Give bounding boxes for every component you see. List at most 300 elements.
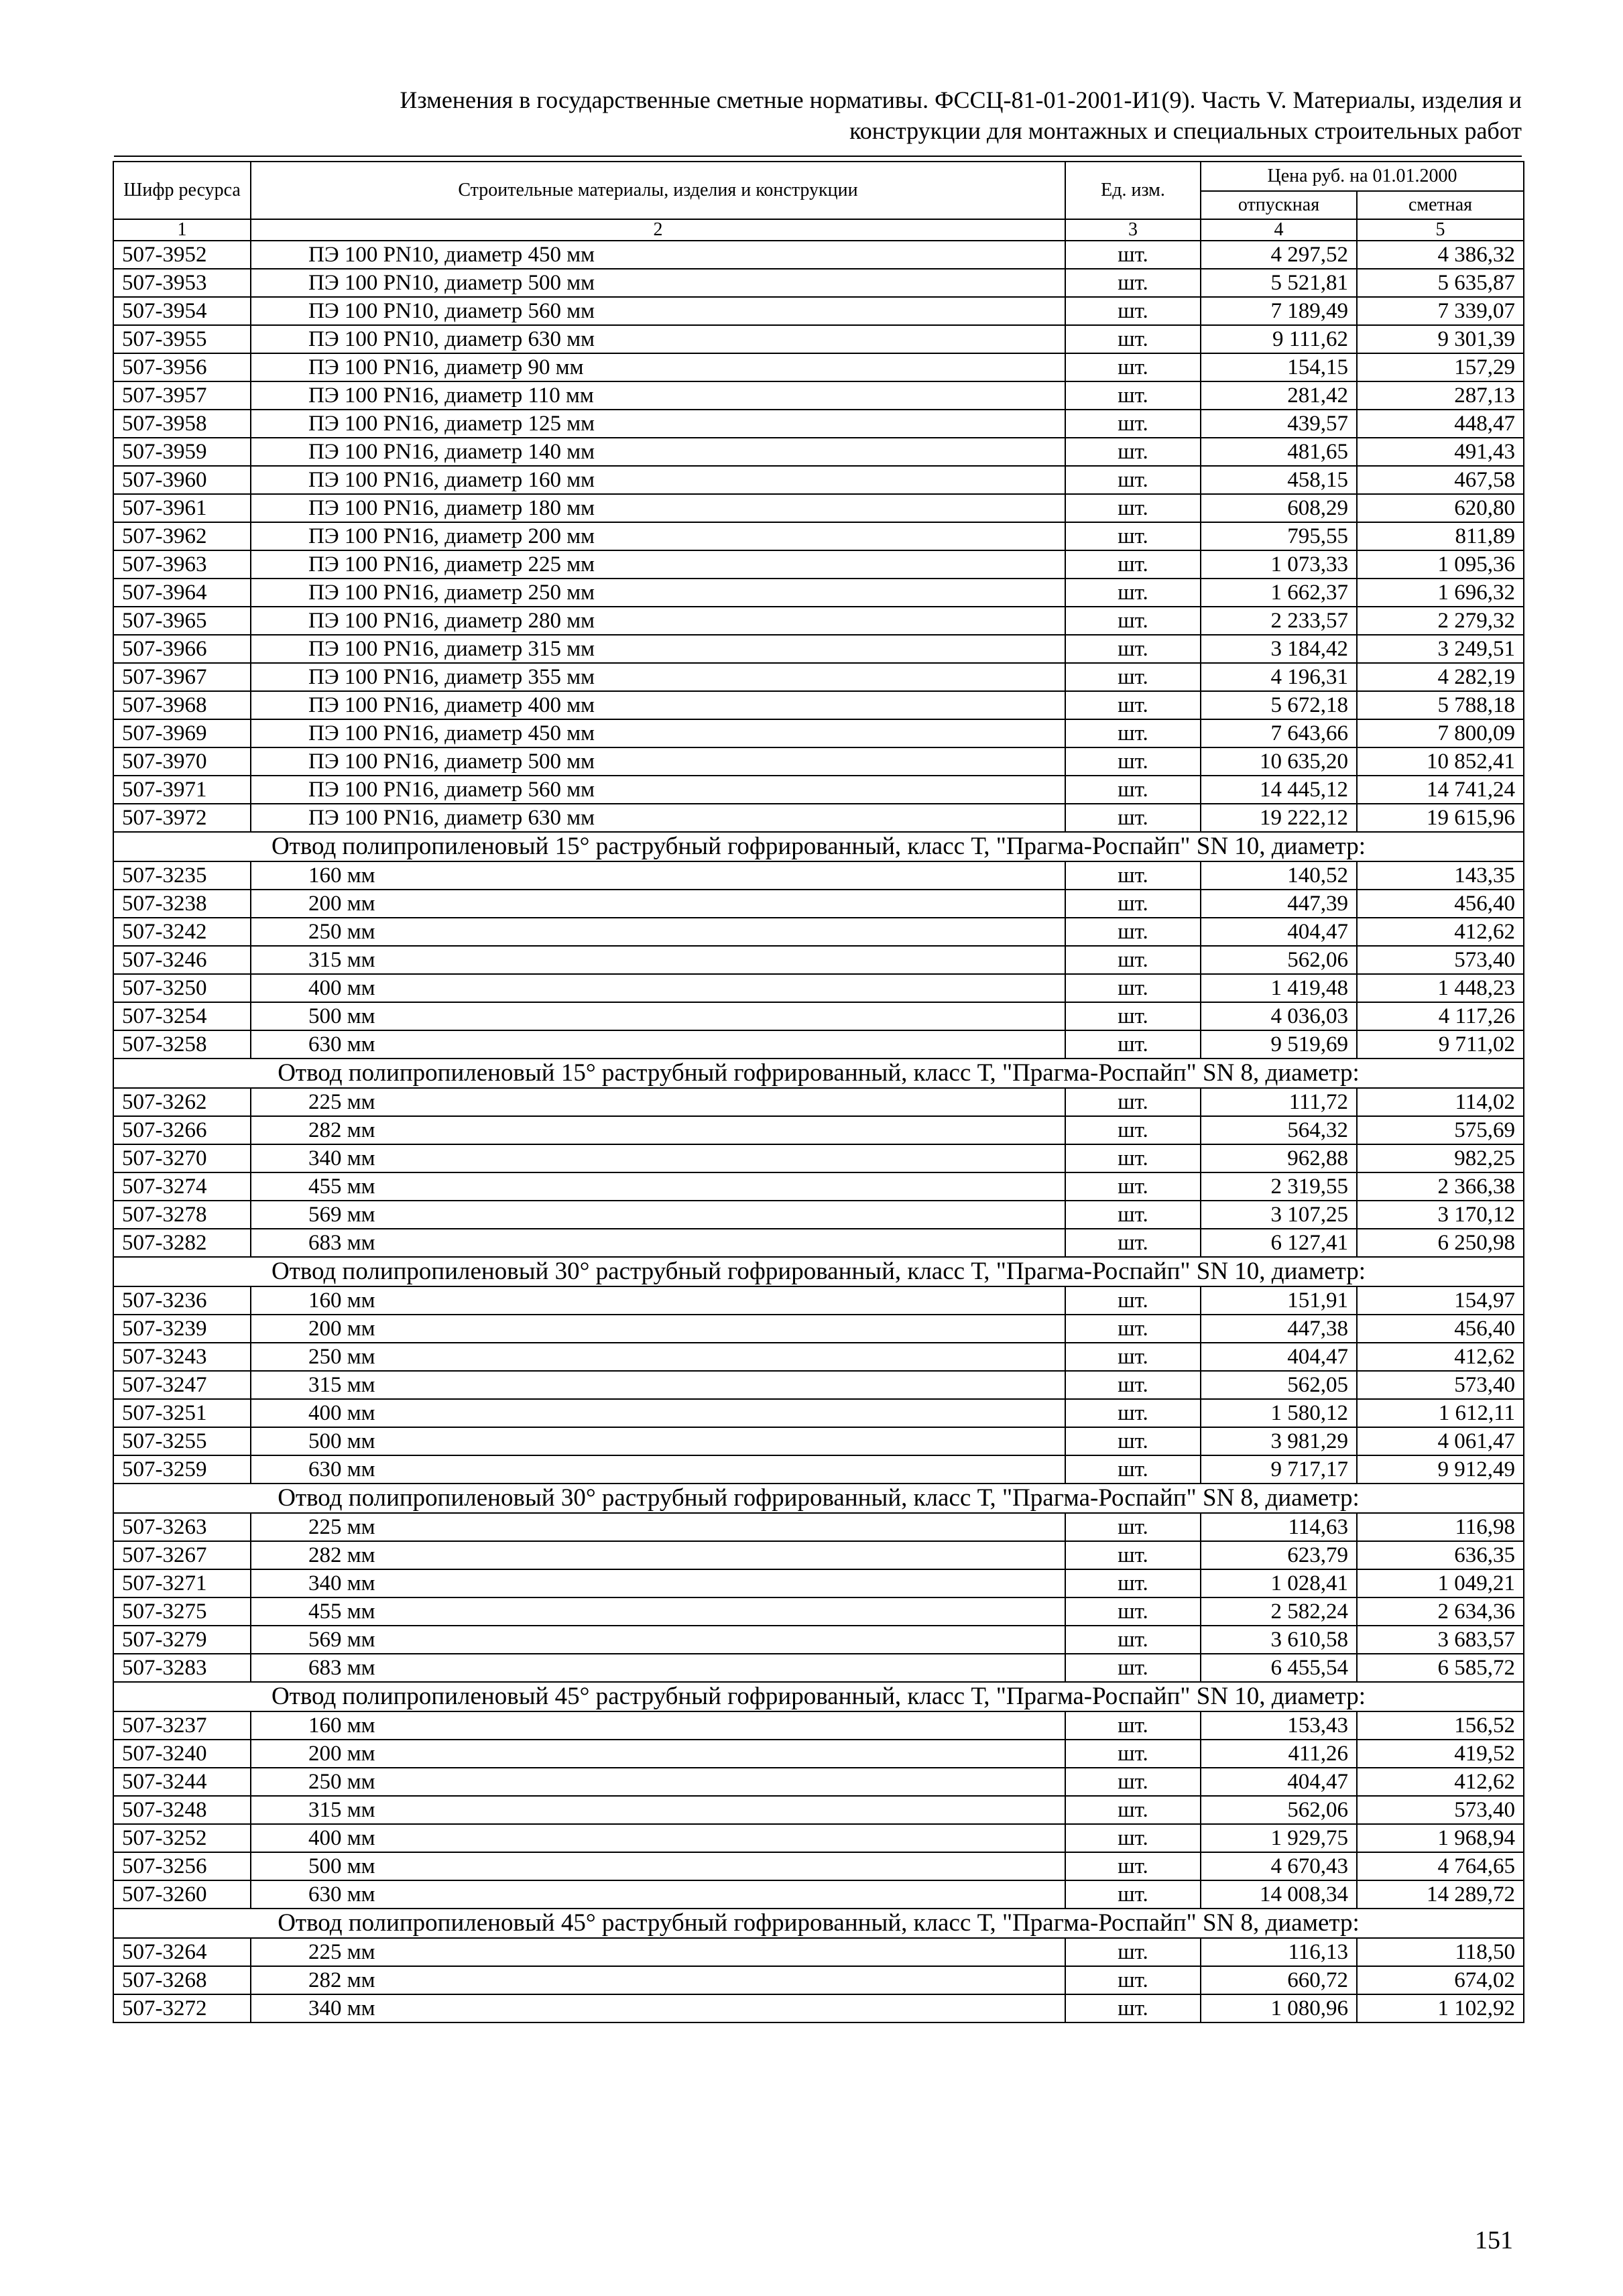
cell-code: 507-3235 [113,861,251,890]
cell-unit: шт. [1065,776,1201,804]
cell-code: 507-3965 [113,607,251,635]
cell-code: 507-3267 [113,1541,251,1569]
cell-release-price: 1 073,33 [1201,550,1357,579]
cell-name: ПЭ 100 PN16, диаметр 500 мм [251,747,1065,776]
header-rule [114,156,1522,157]
section-row [113,1257,1524,1286]
cell-name: ПЭ 100 PN16, диаметр 450 мм [251,719,1065,747]
cell-code: 507-3237 [113,1711,251,1740]
cell-unit: шт. [1065,1455,1201,1484]
cell-code: 507-3270 [113,1144,251,1172]
cell-unit: шт. [1065,438,1201,466]
table-row [113,776,1524,804]
cell-estimate-price: 412,62 [1357,1768,1524,1796]
cell-estimate-price: 3 170,12 [1357,1201,1524,1229]
table-body [113,241,1524,2022]
cell-name: 200 мм [251,1740,1065,1768]
cell-unit: шт. [1065,241,1201,269]
cell-estimate-price: 467,58 [1357,466,1524,494]
cell-estimate-price: 2 366,38 [1357,1172,1524,1201]
cell-code: 507-3258 [113,1030,251,1059]
cell-release-price: 116,13 [1201,1938,1357,1966]
cell-code: 507-3960 [113,466,251,494]
cell-release-price: 1 580,12 [1201,1399,1357,1427]
cell-release-price: 1 028,41 [1201,1569,1357,1597]
cell-name: ПЭ 100 PN16, диаметр 400 мм [251,691,1065,719]
cell-code: 507-3969 [113,719,251,747]
cell-release-price: 481,65 [1201,438,1357,466]
cell-release-price: 3 184,42 [1201,635,1357,663]
page-header [114,84,1522,154]
cell-code: 507-3274 [113,1172,251,1201]
cell-unit: шт. [1065,410,1201,438]
cell-unit: шт. [1065,1315,1201,1343]
cell-code: 507-3967 [113,663,251,691]
cell-release-price: 10 635,20 [1201,747,1357,776]
table-row [113,1144,1524,1172]
cell-unit: шт. [1065,1116,1201,1144]
table-row [113,918,1524,946]
cell-release-price: 6 455,54 [1201,1654,1357,1682]
cell-name: ПЭ 100 PN16, диаметр 355 мм [251,663,1065,691]
table-row [113,269,1524,297]
cell-code: 507-3262 [113,1088,251,1116]
cell-estimate-price: 6 585,72 [1357,1654,1524,1682]
table-row [113,1513,1524,1541]
cell-name: 630 мм [251,1880,1065,1909]
cell-name: ПЭ 100 PN16, диаметр 560 мм [251,776,1065,804]
cell-unit: шт. [1065,1626,1201,1654]
cell-unit: шт. [1065,918,1201,946]
header-price: Цена руб. на 01.01.2000 [1201,162,1524,191]
header-num-1: 1 [113,219,251,241]
cell-unit: шт. [1065,1597,1201,1626]
cell-estimate-price: 116,98 [1357,1513,1524,1541]
cell-estimate-price: 456,40 [1357,890,1524,918]
cell-code: 507-3964 [113,579,251,607]
table-row [113,1455,1524,1484]
table-row [113,1427,1524,1455]
cell-code: 507-3971 [113,776,251,804]
header-line-2: конструкции для монтажных и специальных строительных работ [849,117,1522,144]
cell-release-price: 2 233,57 [1201,607,1357,635]
section-title: Отвод полипропиленовый 15° раструбный гофрированный, класс Т, "Прагма-Роспайп" SN 10, диаметр: [113,832,1524,861]
cell-name: ПЭ 100 PN10, диаметр 450 мм [251,241,1065,269]
cell-unit: шт. [1065,494,1201,522]
cell-release-price: 14 008,34 [1201,1880,1357,1909]
cell-release-price: 562,05 [1201,1371,1357,1399]
cell-name: 683 мм [251,1229,1065,1257]
cell-unit: шт. [1065,550,1201,579]
cell-estimate-price: 1 102,92 [1357,1994,1524,2022]
table-row [113,890,1524,918]
cell-unit: шт. [1065,466,1201,494]
cell-estimate-price: 9 711,02 [1357,1030,1524,1059]
cell-name: 683 мм [251,1654,1065,1682]
cell-estimate-price: 19 615,96 [1357,804,1524,832]
cell-estimate-price: 7 339,07 [1357,297,1524,325]
cell-estimate-price: 156,52 [1357,1711,1524,1740]
cell-code: 507-3242 [113,918,251,946]
cell-unit: шт. [1065,663,1201,691]
cell-unit: шт. [1065,1201,1201,1229]
cell-estimate-price: 118,50 [1357,1938,1524,1966]
table-row [113,607,1524,635]
table-row [113,1399,1524,1427]
cell-name: ПЭ 100 PN16, диаметр 225 мм [251,550,1065,579]
cell-name: 630 мм [251,1455,1065,1484]
cell-estimate-price: 1 448,23 [1357,974,1524,1002]
table-row [113,1002,1524,1030]
cell-release-price: 562,06 [1201,1796,1357,1824]
cell-unit: шт. [1065,297,1201,325]
table-row [113,946,1524,974]
cell-release-price: 458,15 [1201,466,1357,494]
cell-release-price: 404,47 [1201,918,1357,946]
cell-code: 507-3244 [113,1768,251,1796]
cell-unit: шт. [1065,1229,1201,1257]
cell-code: 507-3243 [113,1343,251,1371]
cell-release-price: 562,06 [1201,946,1357,974]
cell-release-price: 14 445,12 [1201,776,1357,804]
cell-unit: шт. [1065,381,1201,410]
cell-code: 507-3962 [113,522,251,550]
cell-unit: шт. [1065,353,1201,381]
cell-unit: шт. [1065,1768,1201,1796]
table-row [113,325,1524,353]
price-table [113,161,1524,2023]
cell-estimate-price: 157,29 [1357,353,1524,381]
cell-estimate-price: 4 282,19 [1357,663,1524,691]
table-row [113,1201,1524,1229]
cell-name: ПЭ 100 PN16, диаметр 280 мм [251,607,1065,635]
table-row [113,353,1524,381]
cell-code: 507-3282 [113,1229,251,1257]
cell-name: ПЭ 100 PN16, диаметр 160 мм [251,466,1065,494]
cell-unit: шт. [1065,1343,1201,1371]
cell-estimate-price: 9 301,39 [1357,325,1524,353]
cell-release-price: 6 127,41 [1201,1229,1357,1257]
section-row [113,1682,1524,1711]
cell-release-price: 281,42 [1201,381,1357,410]
cell-unit: шт. [1065,974,1201,1002]
cell-estimate-price: 982,25 [1357,1144,1524,1172]
table-row [113,522,1524,550]
cell-code: 507-3259 [113,1455,251,1484]
table-row [113,466,1524,494]
cell-release-price: 962,88 [1201,1144,1357,1172]
cell-estimate-price: 154,97 [1357,1286,1524,1315]
cell-name: 569 мм [251,1201,1065,1229]
cell-name: 340 мм [251,1994,1065,2022]
cell-release-price: 404,47 [1201,1343,1357,1371]
cell-estimate-price: 114,02 [1357,1088,1524,1116]
cell-name: ПЭ 100 PN16, диаметр 630 мм [251,804,1065,832]
header-num-4: 4 [1201,219,1357,241]
cell-code: 507-3254 [113,1002,251,1030]
table-row [113,494,1524,522]
cell-name: 500 мм [251,1852,1065,1880]
cell-code: 507-3250 [113,974,251,1002]
cell-code: 507-3954 [113,297,251,325]
table-row [113,719,1524,747]
cell-name: 282 мм [251,1966,1065,1994]
section-row [113,1484,1524,1513]
cell-code: 507-3238 [113,890,251,918]
cell-code: 507-3248 [113,1796,251,1824]
table-row [113,1172,1524,1201]
cell-release-price: 660,72 [1201,1966,1357,1994]
table-row [113,1768,1524,1796]
cell-estimate-price: 287,13 [1357,381,1524,410]
cell-name: 250 мм [251,918,1065,946]
table-row [113,1343,1524,1371]
cell-name: 400 мм [251,1824,1065,1852]
cell-name: 160 мм [251,1711,1065,1740]
table-row [113,663,1524,691]
cell-estimate-price: 573,40 [1357,1796,1524,1824]
cell-code: 507-3278 [113,1201,251,1229]
table-row [113,1597,1524,1626]
cell-name: 225 мм [251,1938,1065,1966]
cell-code: 507-3963 [113,550,251,579]
cell-name: ПЭ 100 PN16, диаметр 140 мм [251,438,1065,466]
cell-release-price: 9 111,62 [1201,325,1357,353]
table-row [113,1824,1524,1852]
table-row [113,1852,1524,1880]
cell-release-price: 1 419,48 [1201,974,1357,1002]
cell-code: 507-3970 [113,747,251,776]
cell-release-price: 404,47 [1201,1768,1357,1796]
cell-release-price: 1 080,96 [1201,1994,1357,2022]
table-row [113,1371,1524,1399]
cell-estimate-price: 674,02 [1357,1966,1524,1994]
cell-name: 500 мм [251,1002,1065,1030]
cell-code: 507-3246 [113,946,251,974]
cell-estimate-price: 811,89 [1357,522,1524,550]
section-row [113,832,1524,861]
cell-estimate-price: 3 683,57 [1357,1626,1524,1654]
cell-estimate-price: 6 250,98 [1357,1229,1524,1257]
header-estimate: сметная [1357,191,1524,219]
cell-release-price: 7 643,66 [1201,719,1357,747]
cell-release-price: 140,52 [1201,861,1357,890]
cell-code: 507-3972 [113,804,251,832]
table-row [113,1541,1524,1569]
cell-code: 507-3956 [113,353,251,381]
header-name: Строительные материалы, изделия и конструкции [251,162,1065,219]
cell-name: 250 мм [251,1343,1065,1371]
table-row [113,1569,1524,1597]
cell-unit: шт. [1065,269,1201,297]
section-title: Отвод полипропиленовый 30° раструбный гофрированный, класс Т, "Прагма-Роспайп" SN 8, диаметр: [113,1484,1524,1513]
cell-release-price: 795,55 [1201,522,1357,550]
cell-release-price: 1 662,37 [1201,579,1357,607]
cell-release-price: 9 519,69 [1201,1030,1357,1059]
cell-release-price: 4 196,31 [1201,663,1357,691]
cell-unit: шт. [1065,1852,1201,1880]
cell-code: 507-3966 [113,635,251,663]
cell-release-price: 151,91 [1201,1286,1357,1315]
cell-name: ПЭ 100 PN10, диаметр 500 мм [251,269,1065,297]
cell-unit: шт. [1065,635,1201,663]
cell-name: 500 мм [251,1427,1065,1455]
cell-unit: шт. [1065,1541,1201,1569]
table-row [113,438,1524,466]
cell-name: 225 мм [251,1088,1065,1116]
header-num-2: 2 [251,219,1065,241]
cell-name: 250 мм [251,1768,1065,1796]
cell-release-price: 153,43 [1201,1711,1357,1740]
header-code: Шифр ресурса [113,162,251,219]
table-row [113,550,1524,579]
cell-release-price: 2 319,55 [1201,1172,1357,1201]
cell-name: ПЭ 100 PN16, диаметр 315 мм [251,635,1065,663]
cell-name: 455 мм [251,1597,1065,1626]
table-row [113,1315,1524,1343]
header-num-5: 5 [1357,219,1524,241]
table-row [113,1966,1524,1994]
cell-estimate-price: 4 061,47 [1357,1427,1524,1455]
cell-code: 507-3955 [113,325,251,353]
cell-unit: шт. [1065,1088,1201,1116]
cell-unit: шт. [1065,1994,1201,2022]
cell-estimate-price: 1 049,21 [1357,1569,1524,1597]
cell-estimate-price: 1 612,11 [1357,1399,1524,1427]
table-row [113,381,1524,410]
cell-release-price: 154,15 [1201,353,1357,381]
cell-estimate-price: 575,69 [1357,1116,1524,1144]
table-row [113,635,1524,663]
table-row [113,1030,1524,1059]
cell-release-price: 447,38 [1201,1315,1357,1343]
cell-name: 200 мм [251,890,1065,918]
cell-code: 507-3239 [113,1315,251,1343]
cell-unit: шт. [1065,1740,1201,1768]
cell-code: 507-3236 [113,1286,251,1315]
table-row [113,1116,1524,1144]
cell-unit: шт. [1065,1938,1201,1966]
cell-unit: шт. [1065,1654,1201,1682]
cell-code: 507-3958 [113,410,251,438]
cell-unit: шт. [1065,1399,1201,1427]
table-row [113,1088,1524,1116]
table-row [113,1938,1524,1966]
cell-code: 507-3252 [113,1824,251,1852]
cell-code: 507-3260 [113,1880,251,1909]
table-row [113,861,1524,890]
cell-estimate-price: 636,35 [1357,1541,1524,1569]
cell-code: 507-3953 [113,269,251,297]
section-title: Отвод полипропиленовый 45° раструбный гофрированный, класс Т, "Прагма-Роспайп" SN 10, диаметр: [113,1682,1524,1711]
page-number: 151 [1475,2226,1513,2254]
cell-release-price: 4 036,03 [1201,1002,1357,1030]
cell-estimate-price: 4 764,65 [1357,1852,1524,1880]
cell-code: 507-3255 [113,1427,251,1455]
cell-unit: шт. [1065,1796,1201,1824]
section-title: Отвод полипропиленовый 45° раструбный гофрированный, класс Т, "Прагма-Роспайп" SN 8, диаметр: [113,1909,1524,1938]
cell-name: ПЭ 100 PN16, диаметр 200 мм [251,522,1065,550]
cell-estimate-price: 14 289,72 [1357,1880,1524,1909]
cell-code: 507-3952 [113,241,251,269]
cell-name: ПЭ 100 PN16, диаметр 90 мм [251,353,1065,381]
cell-estimate-price: 412,62 [1357,1343,1524,1371]
cell-estimate-price: 1 095,36 [1357,550,1524,579]
cell-name: 160 мм [251,861,1065,890]
cell-code: 507-3264 [113,1938,251,1966]
cell-release-price: 114,63 [1201,1513,1357,1541]
cell-code: 507-3247 [113,1371,251,1399]
cell-unit: шт. [1065,691,1201,719]
cell-release-price: 7 189,49 [1201,297,1357,325]
table-row [113,1994,1524,2022]
cell-code: 507-3279 [113,1626,251,1654]
cell-name: 315 мм [251,946,1065,974]
cell-name: ПЭ 100 PN10, диаметр 630 мм [251,325,1065,353]
cell-code: 507-3959 [113,438,251,466]
cell-estimate-price: 620,80 [1357,494,1524,522]
header-unit: Ед. изм. [1065,162,1201,219]
cell-name: 455 мм [251,1172,1065,1201]
table-row [113,1286,1524,1315]
cell-unit: шт. [1065,861,1201,890]
table-row [113,1711,1524,1740]
cell-release-price: 3 107,25 [1201,1201,1357,1229]
cell-unit: шт. [1065,719,1201,747]
table-row [113,1740,1524,1768]
cell-name: ПЭ 100 PN10, диаметр 560 мм [251,297,1065,325]
cell-estimate-price: 419,52 [1357,1740,1524,1768]
cell-unit: шт. [1065,1569,1201,1597]
table-row [113,1880,1524,1909]
cell-release-price: 2 582,24 [1201,1597,1357,1626]
cell-estimate-price: 2 279,32 [1357,607,1524,635]
cell-name: ПЭ 100 PN16, диаметр 125 мм [251,410,1065,438]
cell-release-price: 9 717,17 [1201,1455,1357,1484]
cell-code: 507-3961 [113,494,251,522]
cell-release-price: 3 981,29 [1201,1427,1357,1455]
cell-unit: шт. [1065,1711,1201,1740]
cell-name: 160 мм [251,1286,1065,1315]
cell-release-price: 608,29 [1201,494,1357,522]
cell-release-price: 4 297,52 [1201,241,1357,269]
cell-unit: шт. [1065,1427,1201,1455]
cell-code: 507-3275 [113,1597,251,1626]
header-line-1: Изменения в государственные сметные нормативы. ФССЦ-81-01-2001-И1(9). Часть V. Материалы, изделия и [400,86,1522,113]
cell-estimate-price: 448,47 [1357,410,1524,438]
header-release: отпускная [1201,191,1357,219]
cell-estimate-price: 5 635,87 [1357,269,1524,297]
table-row [113,1229,1524,1257]
cell-name: 315 мм [251,1371,1065,1399]
table-row [113,804,1524,832]
cell-release-price: 1 929,75 [1201,1824,1357,1852]
cell-name: 569 мм [251,1626,1065,1654]
cell-release-price: 5 521,81 [1201,269,1357,297]
table-row [113,1796,1524,1824]
section-title: Отвод полипропиленовый 15° раструбный гофрированный, класс Т, "Прагма-Роспайп" SN 8, диаметр: [113,1059,1524,1088]
cell-estimate-price: 491,43 [1357,438,1524,466]
cell-unit: шт. [1065,1002,1201,1030]
cell-release-price: 623,79 [1201,1541,1357,1569]
cell-unit: шт. [1065,325,1201,353]
cell-release-price: 439,57 [1201,410,1357,438]
cell-name: 200 мм [251,1315,1065,1343]
cell-estimate-price: 573,40 [1357,1371,1524,1399]
cell-release-price: 564,32 [1201,1116,1357,1144]
cell-code: 507-3957 [113,381,251,410]
cell-name: 630 мм [251,1030,1065,1059]
